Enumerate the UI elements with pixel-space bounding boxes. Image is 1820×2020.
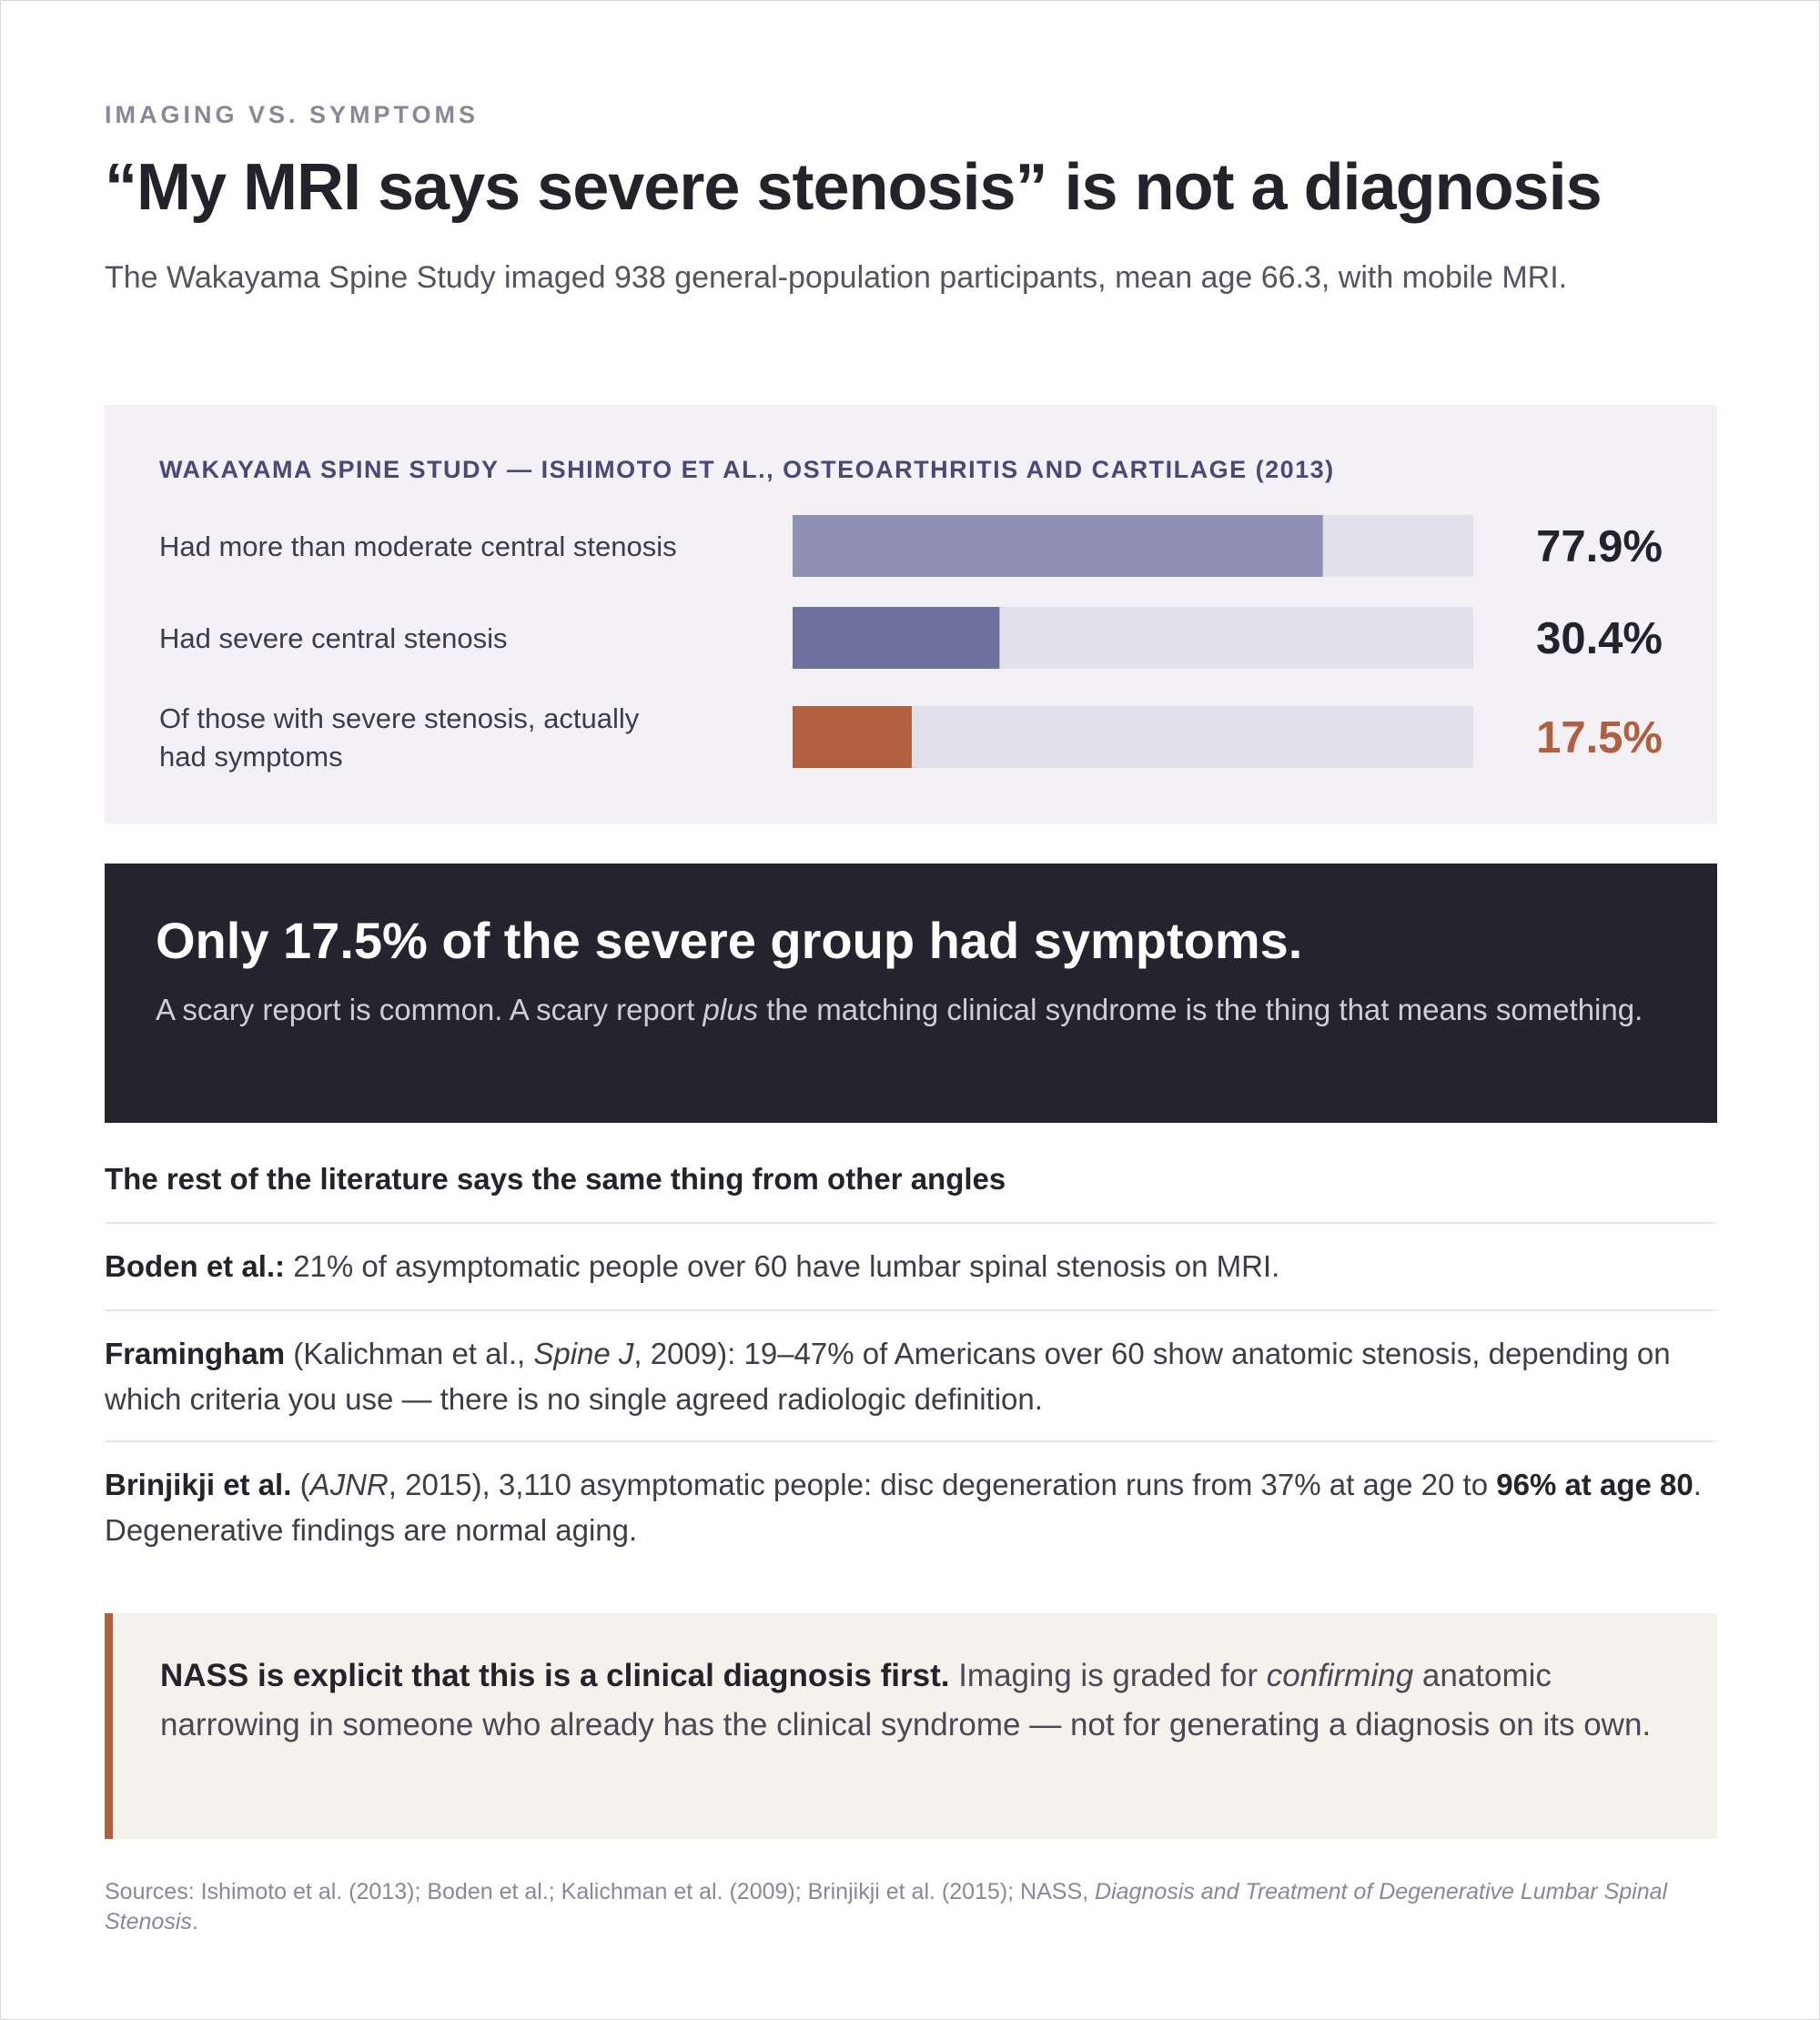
callout-body-emphasis: plus [703, 993, 759, 1026]
brinjikji-journal: AJNR [309, 1468, 389, 1501]
bar [793, 515, 1323, 577]
key-finding-callout [105, 864, 1717, 1123]
value-label: 30.4% [1536, 614, 1663, 663]
sources-emphasis: Diagnosis and Treatment of Degenerative Lumbar Spinal Stenosis [105, 1879, 1668, 1934]
sources-text: Sources: Ishimoto et al. (2013); Boden et al.; Kalichman et al. (2009); Brinjikji et al. (2015); NASS, [105, 1879, 1096, 1904]
literature-item-boden [105, 1222, 1717, 1311]
callout-body [156, 987, 1648, 1033]
brinjikji-name: Brinjikji et al. [105, 1468, 292, 1501]
category-label: Had severe central stenosis [159, 622, 508, 654]
nass-quote-pre: Imaging is graded for [949, 1658, 1267, 1693]
nass-quote-strong: NASS is explicit that this is a clinical diagnosis first. [160, 1658, 950, 1693]
callout-headline: Only 17.5% of the severe group had symptoms. [156, 912, 1303, 969]
framingham-pre: (Kalichman et al., [285, 1337, 534, 1370]
value-label: 17.5% [1536, 713, 1663, 763]
brinjikji-text: , 2015), 3,110 asymptomatic people: disc degeneration runs from 37% at age 20 to [388, 1468, 1497, 1501]
eyebrow-label: IMAGING VS. SYMPTOMS [105, 101, 480, 128]
nass-quote-emphasis: confirming [1266, 1658, 1414, 1693]
boden-name: Boden et al.: [105, 1249, 286, 1283]
chart-title: WAKAYAMA SPINE STUDY — ISHIMOTO ET AL., OSTEOARTHRITIS AND CARTILAGE (2013) [159, 456, 1335, 483]
category-label: Had more than moderate central stenosis [159, 530, 677, 562]
nass-quote-box [105, 1613, 1717, 1839]
boden-text: 21% of asymptomatic people over 60 have lumbar spinal stenosis on MRI. [285, 1249, 1280, 1283]
chart-panel [105, 405, 1717, 823]
literature-heading: The rest of the literature says the same thing from other angles [105, 1162, 1006, 1196]
page-subtitle: The Wakayama Spine Study imaged 938 general-population participants, mean age 66.3, with mobile MRI. [105, 260, 1568, 295]
framingham-name: Framingham [105, 1337, 286, 1370]
nass-quote-text [160, 1651, 1653, 1750]
literature-item-brinjikji [105, 1440, 1717, 1571]
sources-post: . [191, 1909, 198, 1934]
framingham-text: , 2009): 19–47% of Americans over 60 show anatomic stenosis, depending on which criteria you use — there is no single agreed radiologic definition. [105, 1337, 1671, 1416]
bar-chart [105, 405, 1717, 823]
bar [793, 706, 912, 768]
literature-item-framingham [105, 1309, 1717, 1440]
sources-footnote [105, 1877, 1706, 1937]
framingham-journal: Spine J [533, 1337, 634, 1370]
bar [793, 607, 999, 669]
brinjikji-pre: ( [291, 1468, 310, 1501]
nass-quote-post: anatomic narrowing in someone who already has the clinical syndrome — not for generating a diagnosis on its own. [160, 1658, 1652, 1742]
value-label: 77.9% [1536, 522, 1663, 571]
page-title: “My MRI says severe stenosis” is not a diagnosis [105, 151, 1602, 224]
category-label: Of those with severe stenosis, actually had symptoms [159, 702, 640, 773]
brinjikji-strong: 96% at age 80 [1496, 1468, 1694, 1501]
callout-body-part1: A scary report is common. A scary report [156, 993, 703, 1026]
brinjikji-post: . Degenerative findings are normal aging. [105, 1468, 1702, 1547]
callout-body-part2: the matching clinical syndrome is the thing that means something. [758, 993, 1643, 1026]
